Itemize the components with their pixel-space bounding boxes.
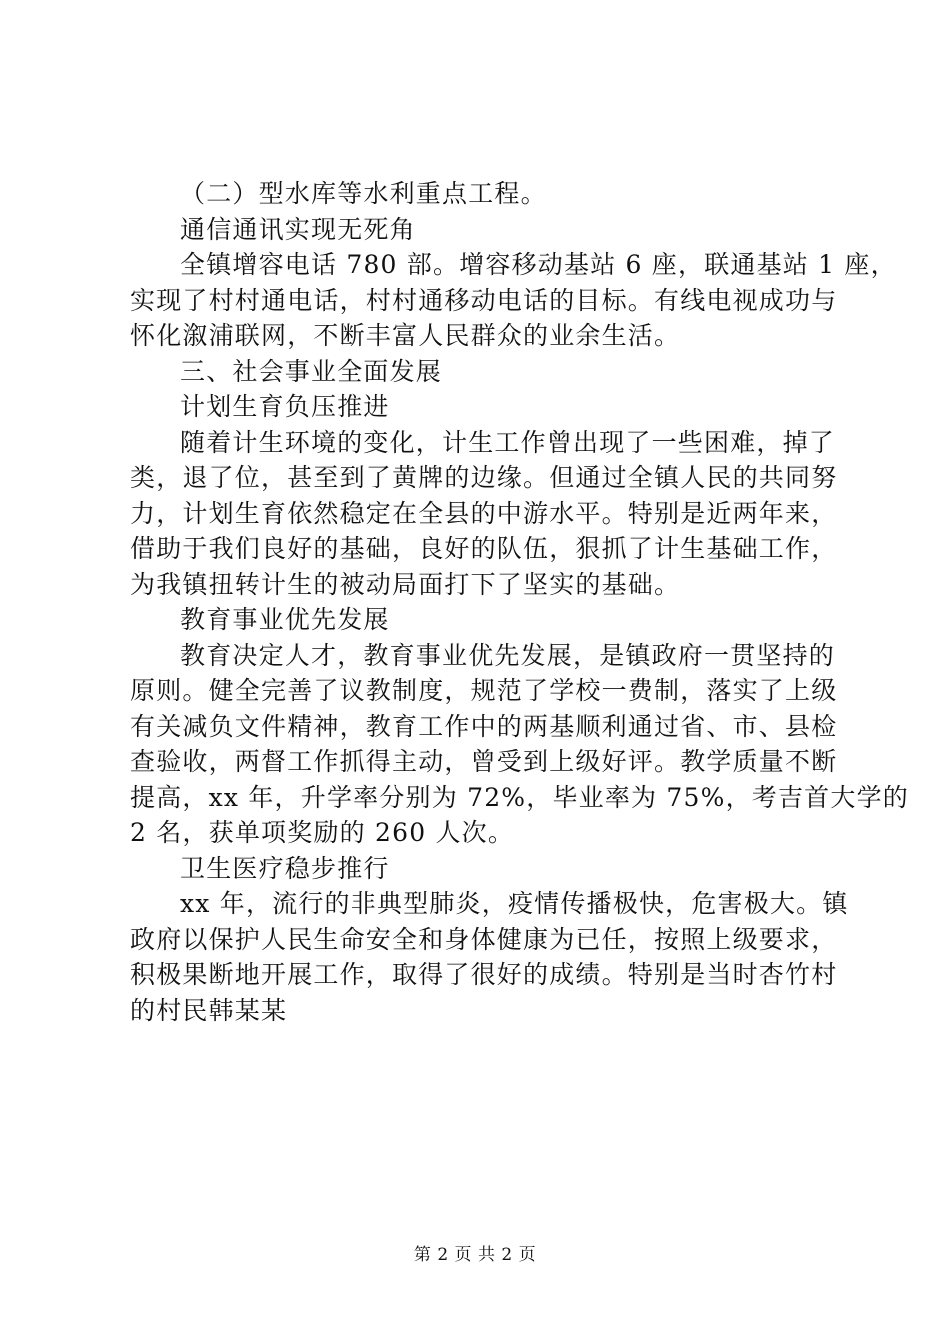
- body-line: 积极果断地开展工作，取得了很好的成绩。特别是当时杏竹村: [130, 960, 838, 989]
- body-line: （二）型水库等水利重点工程。: [180, 179, 547, 208]
- body-line: 原则。健全完善了议教制度，规范了学校一费制，落实了上级: [130, 676, 838, 705]
- section-heading: 教育事业优先发展: [180, 605, 390, 634]
- body-line: 实现了村村通电话，村村通移动电话的目标。有线电视成功与: [130, 285, 838, 315]
- body-line: 2 名，获单项奖励的 260 人次。: [130, 818, 515, 847]
- section-heading: 三、社会事业全面发展: [180, 356, 443, 386]
- body-line: 类，退了位，甚至到了黄牌的边缘。但通过全镇人民的共同努: [130, 463, 838, 492]
- body-line: 随着计生环境的变化，计生工作曾出现了一些困难，掉了: [180, 427, 836, 457]
- section-heading: 通信通讯实现无死角: [180, 214, 416, 244]
- body-line: 提高，xx 年，升学率分别为 72%，毕业率为 75%，考吉首大学的: [130, 782, 909, 812]
- body-line: 政府以保护人民生命安全和身体健康为已任，按照上级要求，: [130, 924, 838, 954]
- body-line: 全镇增容电话 780 部。增容移动基站 6 座，联通基站 1 座，: [180, 250, 897, 279]
- body-line: 有关减负文件精神，教育工作中的两基顺利通过省、市、县检: [130, 711, 838, 741]
- body-line: 力，计划生育依然稳定在全县的中游水平。特别是近两年来，: [130, 498, 838, 528]
- body-line: 教育决定人才，教育事业优先发展，是镇政府一贯坚持的: [180, 640, 836, 670]
- body-line: 的村民韩某某: [130, 995, 288, 1025]
- body-line: xx 年，流行的非典型肺炎，疫情传播极快，危害极大。镇: [180, 889, 849, 918]
- section-heading: 卫生医疗稳步推行: [180, 853, 390, 883]
- body-line: 怀化溆浦联网，不断丰富人民群众的业余生活。: [130, 321, 681, 350]
- section-heading: 计划生育负压推进: [180, 392, 390, 421]
- body-line: 借助于我们良好的基础，良好的队伍，狠抓了计生基础工作，: [130, 534, 838, 563]
- body-line: 为我镇扭转计生的被动局面打下了坚实的基础。: [130, 569, 681, 599]
- document-body: [130, 176, 909, 1028]
- body-line: 查验收，两督工作抓得主动，曾受到上级好评。教学质量不断: [130, 747, 838, 776]
- page-number: 第 2 页 共 2 页: [413, 1245, 537, 1265]
